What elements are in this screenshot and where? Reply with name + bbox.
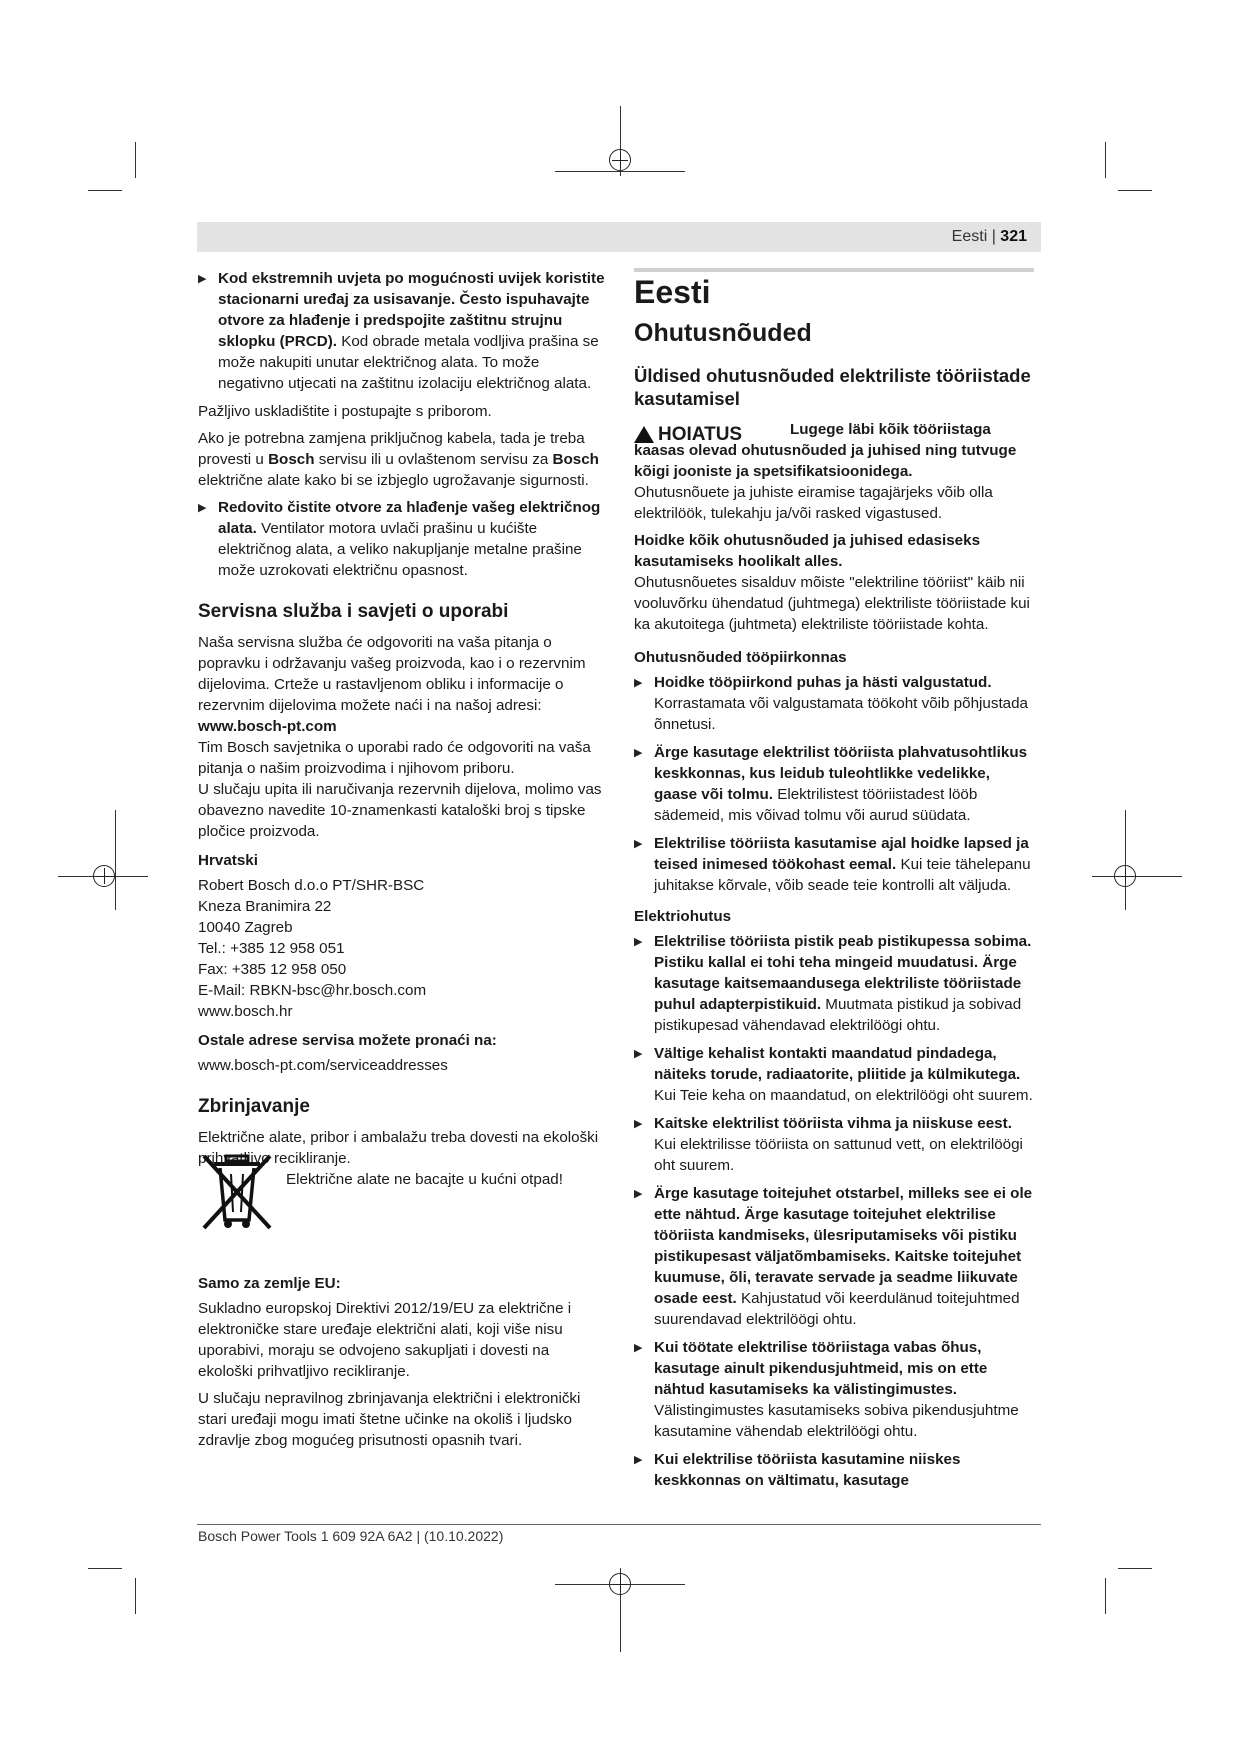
address-line: Fax: +385 12 958 050 <box>198 961 347 978</box>
crop-mark <box>1125 810 1126 910</box>
bullet-item <box>634 833 1034 896</box>
registration-mark-icon <box>609 1573 631 1595</box>
right-column <box>634 268 1034 1498</box>
bullet-text: Välistingimustes kasutamiseks sobiva pikendusjuhtme kasutamine vähendab elektrilöögi ohtu. <box>654 1402 1019 1440</box>
bullet-text: Elektrilistest tööriistadest lööb sädemeid, mis võivad tolmu või aurud süüdata. <box>654 786 978 824</box>
bullet-bold: Ärge kasutage elektrilist tööriista plahvatusohtlikus keskkonnas, kus leidub tuleohtlikke vedelikke, gaase või tolmu. <box>654 744 1028 803</box>
bullet-text: Ventilator motora uvlači prašinu u kućište električnog alata, a veliko nakupljanje metalne prašine može uzrokovati električnu opasnost. <box>218 520 582 579</box>
warning-triangle-icon <box>634 426 654 443</box>
address-line: www.bosch.hr <box>198 1003 293 1020</box>
bullet-text: Kui elektrilisse tööriista on sattunud vett, on elektrilöögi oht suurem. <box>654 1136 1023 1174</box>
address-block <box>198 875 608 1022</box>
section-heading-service: Servisna služba i savjeti o uporabi <box>198 601 509 622</box>
language-title: Eesti <box>634 274 711 310</box>
bullet-item <box>634 672 1034 735</box>
paragraph: U slučaju upita ili naručivanja rezervnih dijelova, molimo vas obavezno navedite 10-znamenkasti kataloški broj s tipske pločice proizvoda. <box>198 781 602 840</box>
bullet-bold: Elektrilise tööriista pistik peab pistikupessa sobima. Pistiku kallal ei tohi teha mingeid muudatusi. Ärge kasutage kaitsemaandusega elektriliste tööriistade puhul adapterpistikuid. <box>654 933 1032 1013</box>
address-line: Tel.: +385 12 958 051 <box>198 940 345 957</box>
bullet-bold: Kui elektrilise tööriista kasutamine niiskes keskkonnas on vältimatu, kasutage <box>654 1451 961 1489</box>
paragraph: Ohutusnõuetes sisalduv mõiste "elektriline tööriist" käib nii vooluvõrku ühendatud (juhtmega) elektriliste tööriistade kui ka akutoitega (juhtmeta) elektriliste tööriistade kohta. <box>634 574 1030 633</box>
text-run: servisu ili u ovlaštenom servisu za <box>314 451 553 468</box>
paragraph: Električne alate, pribor i ambalažu treba dovesti na ekološki prihvatljivo recikliranje. <box>198 1129 599 1167</box>
address-line: 10040 Zagreb <box>198 919 293 936</box>
registration-mark-icon <box>93 865 115 887</box>
bullet-text: Muutmata pistikud ja sobivad pistikupesad vähendavad elektrilöögi ohtu. <box>654 996 1022 1034</box>
warning-bold: Lugege läbi kõik tööriistaga kaasas olevad ohutusnõuded ja juhised ning tutvuge kõigi jooniste ja spetsifikatsioonidega. <box>634 421 1017 480</box>
paragraph <box>198 428 608 491</box>
paragraph: Pažljivo uskladištite i postupajte s priborom. <box>198 403 492 420</box>
address-line: Robert Bosch d.o.o PT/SHR-BSC <box>198 877 425 894</box>
eu-title: Samo za zemlje EU: <box>198 1275 341 1292</box>
safety-title: Ohutusnõuded <box>634 319 812 347</box>
brand-text: Bosch <box>268 451 315 468</box>
crop-mark <box>135 1578 136 1614</box>
bullet-item <box>634 1337 1034 1442</box>
crossed-out-bin-icon <box>198 1150 276 1232</box>
bullet-bold: Hoidke tööpiirkond puhas ja hästi valgustatud. <box>654 674 992 691</box>
other-addresses-url: www.bosch-pt.com/serviceaddresses <box>198 1057 448 1074</box>
crop-mark <box>555 171 685 172</box>
bullet-item <box>634 931 1034 1036</box>
text-run: Ako je potrebna zamjena priključnog kabela, tada je treba provesti u <box>198 430 585 468</box>
crop-mark <box>1105 1578 1106 1614</box>
header-language: Eesti <box>951 228 988 245</box>
bullet-text: Kui Teie keha on maandatud, on elektrilöögi oht suurem. <box>654 1087 1033 1104</box>
electrical-safety-title: Elektriohutus <box>634 908 732 925</box>
service-url: www.bosch-pt.com <box>198 718 337 735</box>
crop-mark <box>88 190 122 191</box>
general-safety-heading: Üldised ohutusnõuded elektriliste tööriistade kasutamisel <box>634 365 1031 409</box>
paragraph: Ohutusnõuete ja juhiste eiramise tagajärjeks võib olla elektrilöök, tulekahju ja/või rasked vigastused. <box>634 484 993 522</box>
keep-instructions: Hoidke kõik ohutusnõuded ja juhised edasiseks kasutamiseks hoolikalt alles. <box>634 532 981 570</box>
crop-mark <box>135 142 136 178</box>
bullet-text: Korrastamata või valgustamata töökoht võib põhjustada õnnetusi. <box>654 695 1028 733</box>
paragraph: Sukladno europskoj Direktivi 2012/19/EU za električne i elektroničke stare uređaje električni alati, koji više nisu uporabivi, moraju se odvojeno sakupljati i dovesti na ekološki prihvatljivo recikliranje. <box>198 1300 572 1380</box>
crop-mark <box>1092 876 1182 877</box>
bullet-item <box>634 1113 1034 1176</box>
crop-mark <box>1118 190 1152 191</box>
text-run: električne alate kako bi se izbjeglo ugrožavanje sigurnosti. <box>198 472 589 489</box>
section-rule <box>634 268 1034 272</box>
left-column <box>198 268 608 1457</box>
bullet-bold: Kui töötate elektrilise tööriistaga vabas õhus, kasutage ainult pikendusjuhtmeid, mis on ette nähtud kasutamiseks ka välistingimustes. <box>654 1339 988 1398</box>
crop-mark <box>1118 1568 1152 1569</box>
warning-label-text: HOIATUS <box>658 424 743 445</box>
bullet-text: Kahjustatud või keerdulänud toitejuhtmed suurendavad elektrilöögi ohtu. <box>654 1290 1020 1328</box>
paragraph: Naša servisna služba će odgovoriti na vaša pitanja o popravku i održavanju vašeg proizvoda, kao i o rezervnim dijelovima. Crteže u rastavljenom obliku i informacije o rezervnim dijelovima možete naći i na našoj adresi: <box>198 634 586 714</box>
header-text: Eesti | 321 <box>951 228 1027 245</box>
bullet-item <box>198 497 608 581</box>
bullet-bold: Kaitske elektrilist tööriista vihma ja niiskuse eest. <box>654 1115 1012 1132</box>
bullet-text: Kui teie tähelepanu juhitakse kõrvale, võib seade teie kontrolli alt väljuda. <box>654 856 1031 894</box>
bullet-item <box>634 1183 1034 1330</box>
other-addresses-title: Ostale adrese servisa možete pronaći na: <box>198 1032 497 1049</box>
work-area-title: Ohutusnõuded tööpiirkonnas <box>634 649 847 666</box>
paragraph: Tim Bosch savjetnika o uporabi rado će odgovoriti na vaša pitanja o našim proizvodima i njihovom priboru. <box>198 739 591 777</box>
bullet-bold: Elektrilise tööriista kasutamise ajal hoidke lapsed ja teised inimesed töökohast eemal. <box>654 835 1029 873</box>
bullet-bold: Redovito čistite otvore za hlađenje vašeg električnog alata. <box>218 499 601 537</box>
country-title: Hrvatski <box>198 852 258 869</box>
bullet-bold: Kod ekstremnih uvjeta po mogućnosti uvijek koristite stacionarni uređaj za usisavanje. Često ispuhavajte otvore za hlađenje i predspojite zaštitnu strujnu sklopku (PRCD). <box>218 270 605 350</box>
footer-rule <box>197 1524 1041 1525</box>
crop-mark <box>1105 142 1106 178</box>
paragraph: U slučaju nepravilnog zbrinjavanja električni i elektronički stari uređaji mogu imati štetne učinke na okoliš i ljudsko zdravlje zbog mogućeg prisutnosti opasnih tvari. <box>198 1390 581 1449</box>
section-heading-disposal: Zbrinjavanje <box>198 1096 310 1117</box>
bullet-bold: Ärge kasutage toitejuhet otstarbel, milleks see ei ole ette nähtud. Ärge kasutage toitejuhet elektrilise tööriista kandmiseks, ülesriputamiseks või pistiku pistikupesast väljatõmbamiseks. Kaitske toitejuhet kuumuse, õli, teravate servade ja seadme liikuvate osade eest. <box>654 1185 1033 1307</box>
bullet-item <box>634 742 1034 826</box>
crop-mark <box>88 1568 122 1569</box>
page-number: 321 <box>1000 228 1027 245</box>
disposal-note: Električne alate ne bacajte u kućni otpad! <box>286 1171 563 1188</box>
registration-mark-icon <box>609 149 631 171</box>
bullet-bold: Vältige kehalist kontakti maandatud pindadega, näiteks torude, radiaatorite, pliitide ja külmikutega. <box>654 1045 1021 1083</box>
address-line: E-Mail: RBKN-bsc@hr.bosch.com <box>198 982 427 999</box>
bullet-item <box>634 1449 1034 1491</box>
address-line: Kneza Branimira 22 <box>198 898 332 915</box>
registration-mark-icon <box>1114 865 1136 887</box>
page-header <box>197 222 1041 252</box>
crop-mark <box>115 810 116 910</box>
bullet-item <box>198 268 608 394</box>
bullet-item <box>634 1043 1034 1106</box>
footer-text: Bosch Power Tools 1 609 92A 6A2 | (10.10.2022) <box>198 1528 504 1544</box>
bullet-text: Kod obrade metala vodljiva prašina se može nakupiti unutar električnog alata. To može negativno utjecati na zaštitnu izolaciju električnog alata. <box>218 333 599 392</box>
brand-text: Bosch <box>552 451 599 468</box>
